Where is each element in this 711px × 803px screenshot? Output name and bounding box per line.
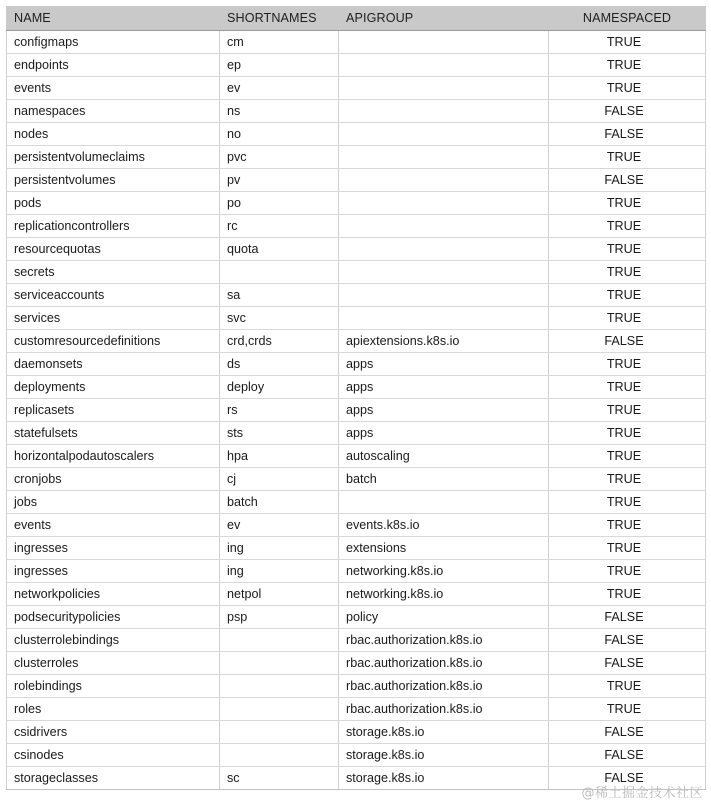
cell-namespaced[interactable]: FALSE <box>549 123 706 146</box>
cell-apigroup[interactable] <box>339 491 549 514</box>
table-row[interactable] <box>7 560 706 583</box>
cell-namespaced[interactable]: FALSE <box>549 169 706 192</box>
cell-apigroup[interactable]: storage.k8s.io <box>339 744 549 767</box>
cell-apigroup[interactable] <box>339 123 549 146</box>
table-row[interactable] <box>7 583 706 606</box>
cell-namespaced[interactable]: FALSE <box>549 629 706 652</box>
cell-name[interactable]: storageclasses <box>7 767 220 790</box>
cell-name[interactable]: cronjobs <box>7 468 220 491</box>
table-row[interactable] <box>7 330 706 353</box>
cell-shortnames[interactable]: sts <box>220 422 339 445</box>
cell-namespaced[interactable]: TRUE <box>549 307 706 330</box>
cell-name[interactable]: clusterrolebindings <box>7 629 220 652</box>
cell-namespaced[interactable]: FALSE <box>549 721 706 744</box>
table-row[interactable] <box>7 514 706 537</box>
table-row[interactable] <box>7 146 706 169</box>
cell-name[interactable]: replicasets <box>7 399 220 422</box>
cell-shortnames[interactable]: no <box>220 123 339 146</box>
cell-shortnames[interactable]: ns <box>220 100 339 123</box>
cell-apigroup[interactable]: rbac.authorization.k8s.io <box>339 652 549 675</box>
table-row[interactable] <box>7 238 706 261</box>
cell-apigroup[interactable]: networking.k8s.io <box>339 560 549 583</box>
cell-name[interactable]: statefulsets <box>7 422 220 445</box>
table-row[interactable] <box>7 767 706 790</box>
api-resources-table <box>6 6 706 790</box>
cell-namespaced[interactable]: TRUE <box>549 192 706 215</box>
cell-apigroup[interactable] <box>339 100 549 123</box>
cell-namespaced[interactable]: TRUE <box>549 537 706 560</box>
cell-shortnames[interactable]: sc <box>220 767 339 790</box>
cell-apigroup[interactable]: apps <box>339 376 549 399</box>
column-header-shortnames[interactable]: SHORTNAMES <box>220 7 339 31</box>
cell-apigroup[interactable] <box>339 192 549 215</box>
cell-apigroup[interactable]: storage.k8s.io <box>339 721 549 744</box>
cell-shortnames[interactable]: batch <box>220 491 339 514</box>
cell-name[interactable]: csinodes <box>7 744 220 767</box>
cell-namespaced[interactable]: TRUE <box>549 583 706 606</box>
table-row[interactable] <box>7 77 706 100</box>
cell-apigroup[interactable]: rbac.authorization.k8s.io <box>339 675 549 698</box>
cell-namespaced[interactable]: TRUE <box>549 146 706 169</box>
table-row[interactable] <box>7 54 706 77</box>
cell-name[interactable]: rolebindings <box>7 675 220 698</box>
cell-apigroup[interactable] <box>339 284 549 307</box>
cell-shortnames[interactable] <box>220 652 339 675</box>
cell-namespaced[interactable]: TRUE <box>549 514 706 537</box>
cell-name[interactable]: daemonsets <box>7 353 220 376</box>
table-row[interactable] <box>7 192 706 215</box>
cell-apigroup[interactable]: networking.k8s.io <box>339 583 549 606</box>
cell-apigroup[interactable]: policy <box>339 606 549 629</box>
cell-name[interactable]: clusterroles <box>7 652 220 675</box>
cell-namespaced[interactable]: TRUE <box>549 422 706 445</box>
cell-name[interactable]: persistentvolumes <box>7 169 220 192</box>
cell-name[interactable]: jobs <box>7 491 220 514</box>
table-row[interactable] <box>7 261 706 284</box>
cell-apigroup[interactable]: storage.k8s.io <box>339 767 549 790</box>
table-row[interactable] <box>7 169 706 192</box>
cell-shortnames[interactable]: cj <box>220 468 339 491</box>
cell-namespaced[interactable]: TRUE <box>549 77 706 100</box>
table-row[interactable] <box>7 675 706 698</box>
table-header <box>7 7 706 31</box>
cell-shortnames[interactable] <box>220 261 339 284</box>
cell-apigroup[interactable]: rbac.authorization.k8s.io <box>339 698 549 721</box>
table-row[interactable] <box>7 215 706 238</box>
cell-apigroup[interactable] <box>339 261 549 284</box>
cell-shortnames[interactable]: cm <box>220 31 339 54</box>
table-row[interactable] <box>7 491 706 514</box>
cell-name[interactable]: events <box>7 514 220 537</box>
table-row[interactable] <box>7 468 706 491</box>
cell-namespaced[interactable]: TRUE <box>549 675 706 698</box>
cell-name[interactable]: resourcequotas <box>7 238 220 261</box>
cell-apigroup[interactable] <box>339 215 549 238</box>
column-header-apigroup[interactable]: APIGROUP <box>339 7 549 31</box>
table-row[interactable] <box>7 537 706 560</box>
table-row[interactable] <box>7 721 706 744</box>
cell-namespaced[interactable]: FALSE <box>549 100 706 123</box>
cell-shortnames[interactable] <box>220 675 339 698</box>
column-header-namespaced[interactable]: NAMESPACED <box>549 7 706 31</box>
cell-namespaced[interactable]: TRUE <box>549 560 706 583</box>
cell-namespaced[interactable]: TRUE <box>549 468 706 491</box>
cell-shortnames[interactable]: ev <box>220 514 339 537</box>
cell-namespaced[interactable]: TRUE <box>549 399 706 422</box>
cell-apigroup[interactable]: apps <box>339 353 549 376</box>
cell-shortnames[interactable]: ep <box>220 54 339 77</box>
table-row[interactable] <box>7 422 706 445</box>
table-row[interactable] <box>7 307 706 330</box>
table-row[interactable] <box>7 123 706 146</box>
cell-namespaced[interactable]: FALSE <box>549 606 706 629</box>
table-row[interactable] <box>7 100 706 123</box>
table-row[interactable] <box>7 399 706 422</box>
cell-shortnames[interactable]: ds <box>220 353 339 376</box>
cell-namespaced[interactable]: TRUE <box>549 238 706 261</box>
cell-apigroup[interactable]: apps <box>339 422 549 445</box>
cell-apigroup[interactable]: events.k8s.io <box>339 514 549 537</box>
cell-namespaced[interactable]: TRUE <box>549 445 706 468</box>
cell-name[interactable]: nodes <box>7 123 220 146</box>
cell-name[interactable]: csidrivers <box>7 721 220 744</box>
cell-name[interactable]: services <box>7 307 220 330</box>
table-row[interactable] <box>7 445 706 468</box>
cell-namespaced[interactable]: TRUE <box>549 31 706 54</box>
cell-shortnames[interactable] <box>220 744 339 767</box>
cell-shortnames[interactable] <box>220 698 339 721</box>
table-row[interactable] <box>7 652 706 675</box>
cell-apigroup[interactable]: apps <box>339 399 549 422</box>
cell-name[interactable]: ingresses <box>7 560 220 583</box>
cell-apigroup[interactable] <box>339 54 549 77</box>
cell-shortnames[interactable]: pv <box>220 169 339 192</box>
cell-shortnames[interactable]: netpol <box>220 583 339 606</box>
cell-namespaced[interactable]: FALSE <box>549 330 706 353</box>
cell-name[interactable]: replicationcontrollers <box>7 215 220 238</box>
cell-name[interactable]: podsecuritypolicies <box>7 606 220 629</box>
cell-apigroup[interactable]: extensions <box>339 537 549 560</box>
cell-apigroup[interactable] <box>339 169 549 192</box>
cell-name[interactable]: events <box>7 77 220 100</box>
cell-shortnames[interactable] <box>220 629 339 652</box>
cell-namespaced[interactable]: FALSE <box>549 767 706 790</box>
cell-namespaced[interactable]: FALSE <box>549 744 706 767</box>
cell-namespaced[interactable]: TRUE <box>549 491 706 514</box>
cell-shortnames[interactable]: ing <box>220 560 339 583</box>
table-row[interactable] <box>7 353 706 376</box>
cell-shortnames[interactable]: quota <box>220 238 339 261</box>
cell-shortnames[interactable] <box>220 721 339 744</box>
cell-apigroup[interactable] <box>339 238 549 261</box>
cell-apigroup[interactable]: apiextensions.k8s.io <box>339 330 549 353</box>
cell-shortnames[interactable]: pvc <box>220 146 339 169</box>
cell-name[interactable]: roles <box>7 698 220 721</box>
cell-apigroup[interactable]: batch <box>339 468 549 491</box>
cell-apigroup[interactable] <box>339 307 549 330</box>
cell-name[interactable]: deployments <box>7 376 220 399</box>
cell-name[interactable]: serviceaccounts <box>7 284 220 307</box>
column-header-name[interactable]: NAME <box>7 7 220 31</box>
table-row[interactable] <box>7 629 706 652</box>
table-header-row <box>7 7 706 31</box>
cell-namespaced[interactable]: TRUE <box>549 698 706 721</box>
table-row[interactable] <box>7 376 706 399</box>
cell-namespaced[interactable]: TRUE <box>549 376 706 399</box>
cell-apigroup[interactable] <box>339 77 549 100</box>
table-row[interactable] <box>7 744 706 767</box>
cell-shortnames[interactable]: deploy <box>220 376 339 399</box>
cell-shortnames[interactable]: ev <box>220 77 339 100</box>
cell-namespaced[interactable]: TRUE <box>549 215 706 238</box>
cell-shortnames[interactable]: rs <box>220 399 339 422</box>
cell-namespaced[interactable]: TRUE <box>549 353 706 376</box>
cell-shortnames[interactable]: svc <box>220 307 339 330</box>
cell-name[interactable]: persistentvolumeclaims <box>7 146 220 169</box>
cell-name[interactable]: secrets <box>7 261 220 284</box>
cell-shortnames[interactable]: rc <box>220 215 339 238</box>
cell-namespaced[interactable]: TRUE <box>549 284 706 307</box>
cell-name[interactable]: horizontalpodautoscalers <box>7 445 220 468</box>
cell-apigroup[interactable]: rbac.authorization.k8s.io <box>339 629 549 652</box>
cell-name[interactable]: pods <box>7 192 220 215</box>
cell-shortnames[interactable]: psp <box>220 606 339 629</box>
cell-namespaced[interactable]: TRUE <box>549 54 706 77</box>
cell-name[interactable]: ingresses <box>7 537 220 560</box>
table-body <box>7 31 706 790</box>
cell-name[interactable]: networkpolicies <box>7 583 220 606</box>
cell-namespaced[interactable]: TRUE <box>549 261 706 284</box>
table-row[interactable] <box>7 284 706 307</box>
cell-apigroup[interactable] <box>339 31 549 54</box>
table-row[interactable] <box>7 31 706 54</box>
cell-apigroup[interactable]: autoscaling <box>339 445 549 468</box>
cell-shortnames[interactable]: hpa <box>220 445 339 468</box>
cell-shortnames[interactable]: sa <box>220 284 339 307</box>
cell-apigroup[interactable] <box>339 146 549 169</box>
cell-name[interactable]: customresourcedefinitions <box>7 330 220 353</box>
cell-name[interactable]: endpoints <box>7 54 220 77</box>
table-row[interactable] <box>7 606 706 629</box>
cell-shortnames[interactable]: ing <box>220 537 339 560</box>
table-row[interactable] <box>7 698 706 721</box>
cell-name[interactable]: namespaces <box>7 100 220 123</box>
cell-shortnames[interactable]: crd,crds <box>220 330 339 353</box>
cell-shortnames[interactable]: po <box>220 192 339 215</box>
watermark: @稀土掘金技术社区 <box>581 786 703 801</box>
cell-namespaced[interactable]: FALSE <box>549 652 706 675</box>
cell-name[interactable]: configmaps <box>7 31 220 54</box>
